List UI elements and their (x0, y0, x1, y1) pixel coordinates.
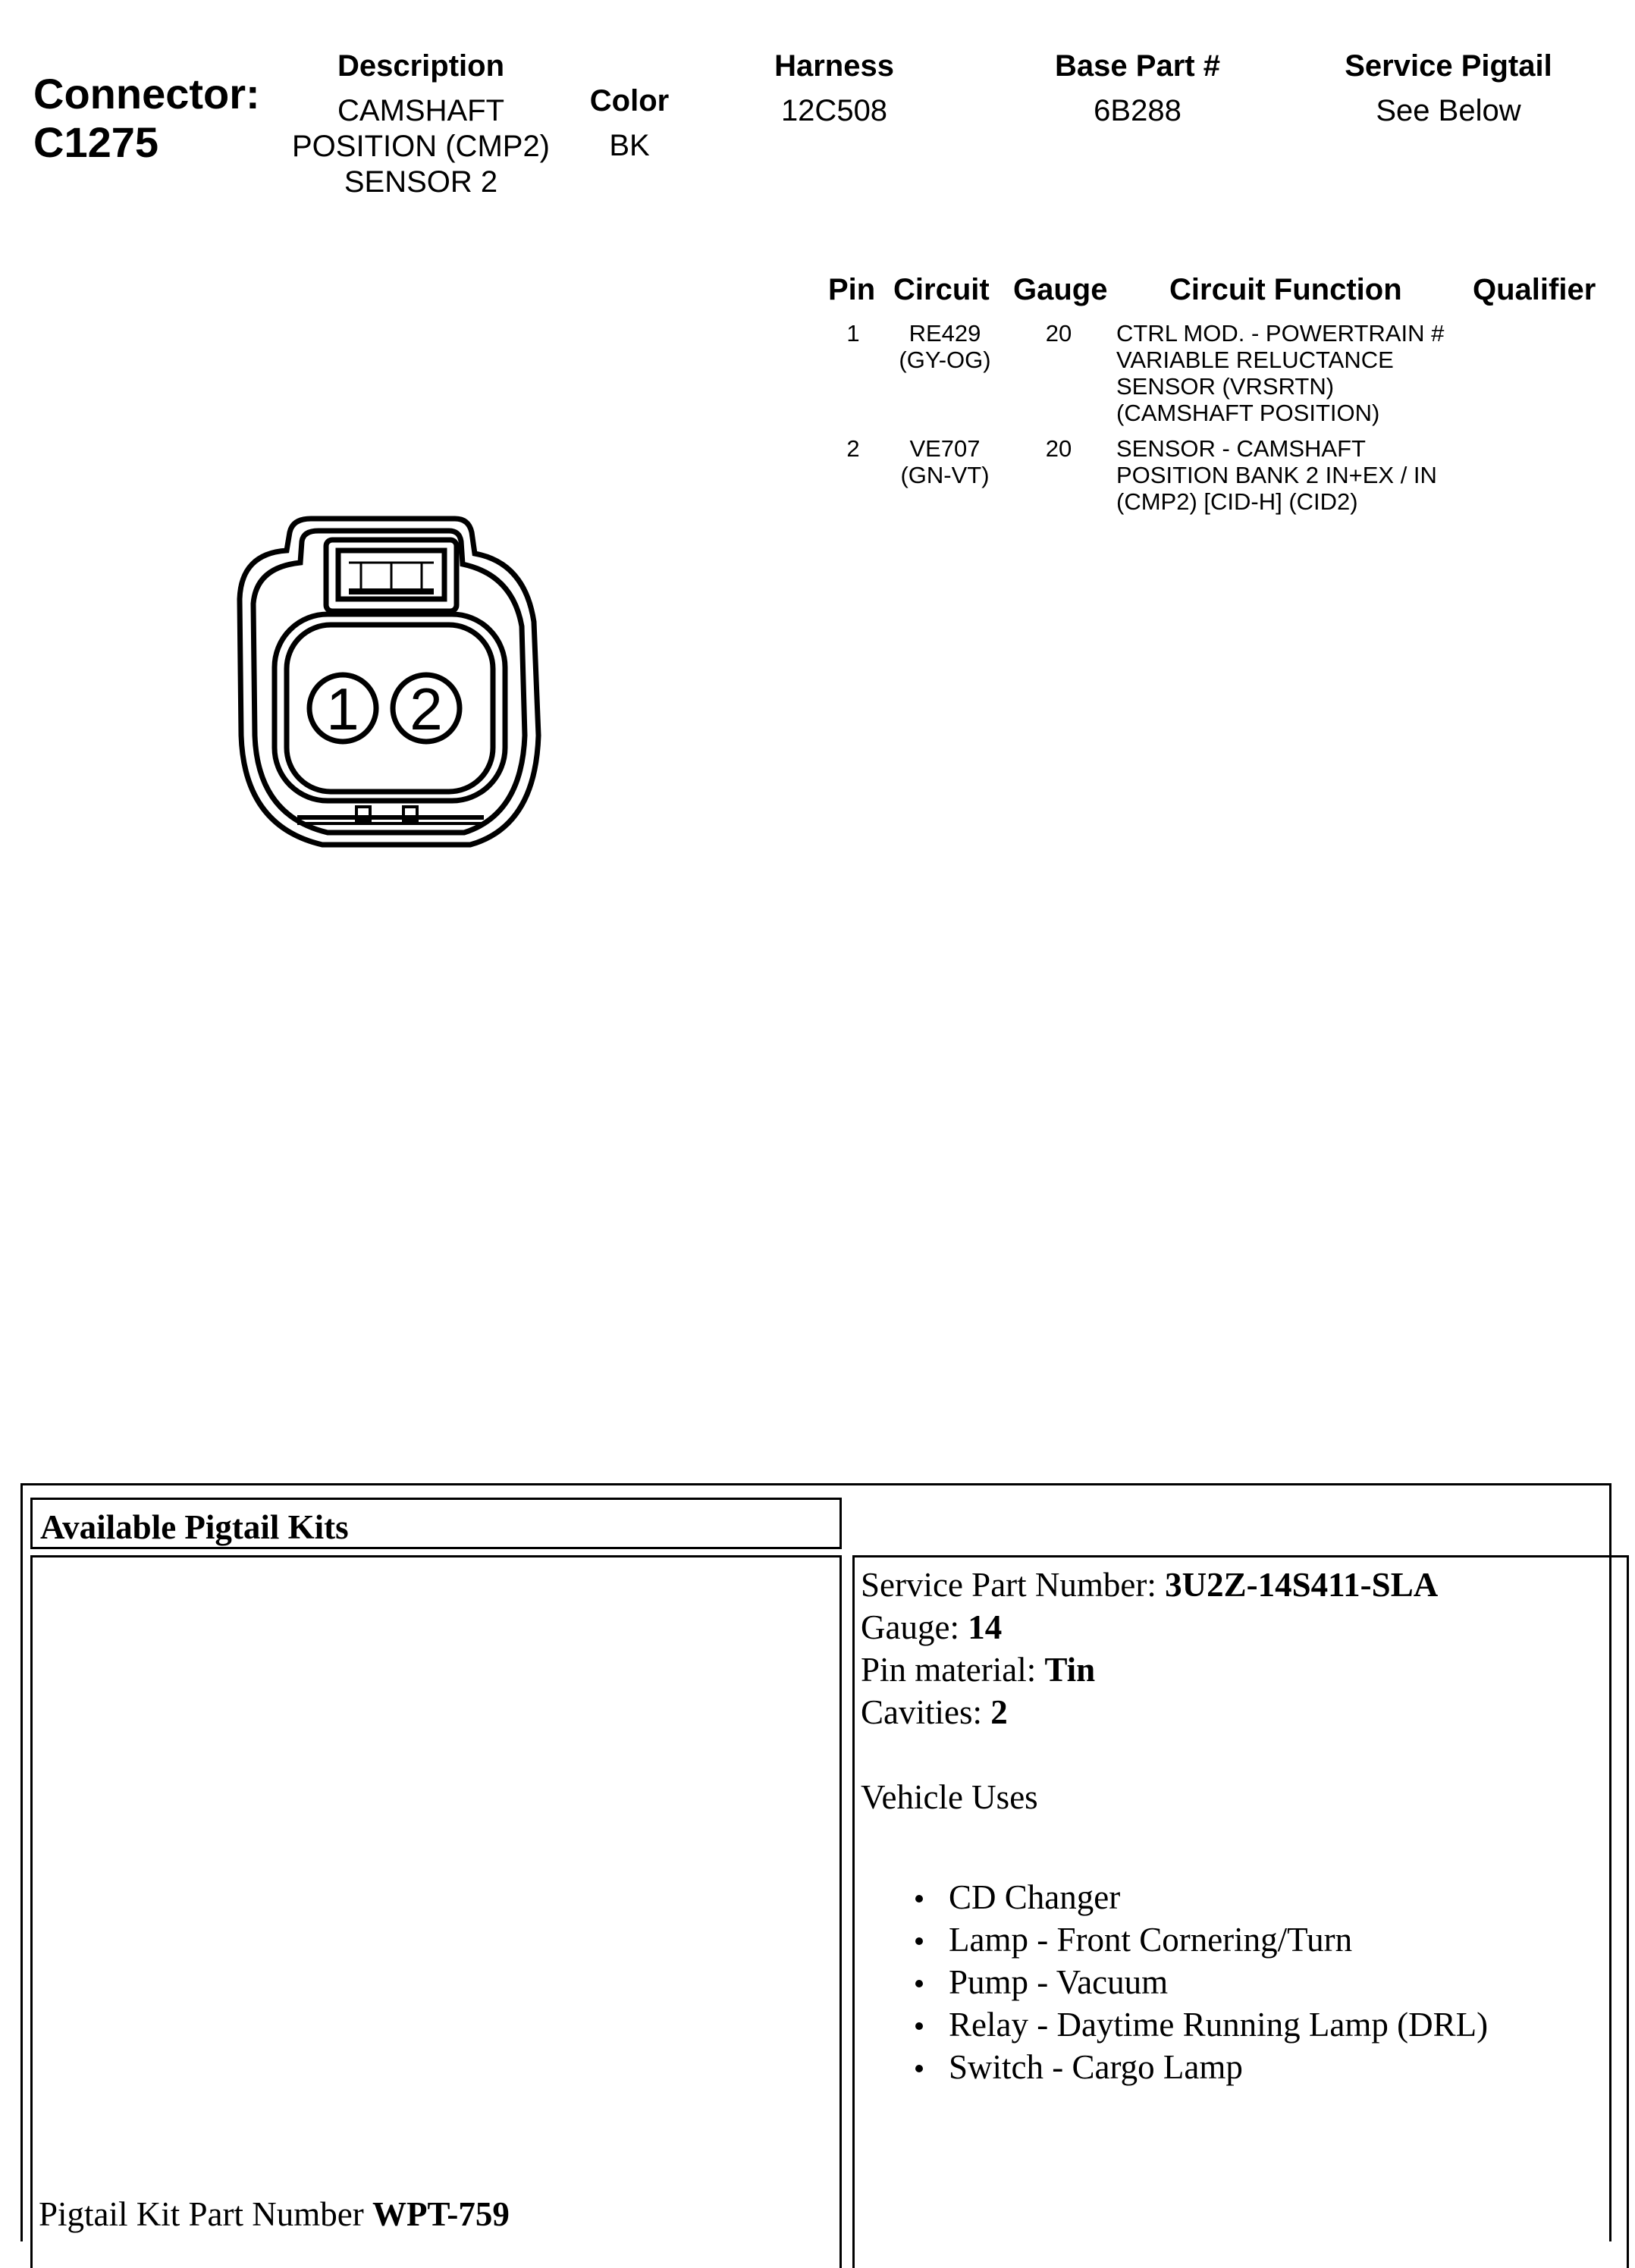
pin-material-value: Tin (1044, 1651, 1096, 1689)
service-part-number-value: 3U2Z-14S411-SLA (1165, 1566, 1439, 1604)
list-item (855, 1876, 1488, 1918)
base-part-heading: Base Part # (1055, 49, 1220, 83)
vehicle-use-label: CD Changer (949, 1878, 1121, 1916)
vehicle-use-label: Relay - Daytime Running Lamp (DRL) (949, 2006, 1489, 2044)
harness-column (728, 49, 940, 129)
description-line: SENSOR 2 (344, 165, 498, 199)
circuit-function-cell (1116, 320, 1495, 426)
function-line: SENSOR (VRSRTN) (1116, 373, 1335, 400)
circuit-function-cell (1116, 435, 1495, 515)
pigtail-kit-part-number (39, 2194, 510, 2234)
bullet-icon (915, 2065, 923, 2072)
harness-heading: Harness (774, 49, 894, 83)
function-line: (CAMSHAFT POSITION) (1116, 400, 1380, 426)
gauge-line (861, 1606, 1002, 1648)
pigtail-kit-details-panel (852, 1555, 1629, 2268)
function-line: CTRL MOD. - POWERTRAIN # (1116, 320, 1445, 347)
pin-number: 2 (846, 435, 860, 462)
gauge-label: Gauge: (861, 1608, 968, 1646)
pigtail-kits-section (20, 1483, 1611, 2241)
service-part-number-line (861, 1564, 1438, 1606)
list-item (855, 2003, 1488, 2046)
circuit-color: (GY-OG) (899, 347, 991, 373)
cavities-value: 2 (990, 1693, 1008, 1731)
list-item (855, 2046, 1488, 2088)
qualifier-header: Qualifier (1473, 273, 1596, 306)
connector-face-diagram (228, 508, 561, 857)
gauge-header: Gauge (1013, 273, 1108, 306)
pigtail-kits-title-box (30, 1498, 842, 1549)
circuit-color: (GN-VT) (900, 462, 990, 488)
color-heading: Color (589, 84, 670, 118)
pin-material-line (861, 1648, 1095, 1691)
bullet-icon (915, 1980, 923, 1987)
vehicle-uses-heading: Vehicle Uses (861, 1778, 1038, 1816)
kit-part-number-value: WPT-759 (372, 2195, 510, 2233)
circuit-cell (869, 320, 1021, 373)
circuit-header: Circuit (893, 273, 990, 306)
vehicle-uses-list (855, 1876, 1488, 2088)
function-line: VARIABLE RELUCTANCE (1116, 347, 1394, 373)
bullet-icon (915, 2022, 923, 2030)
base-part-column (1031, 49, 1244, 129)
function-line: POSITION BANK 2 IN+EX / IN (1116, 462, 1437, 488)
base-part-value: 6B288 (1094, 94, 1182, 127)
vehicle-use-label: Switch - Cargo Lamp (949, 2048, 1243, 2086)
description-line: POSITION (CMP2) (291, 130, 551, 163)
service-pigtail-value: See Below (1376, 94, 1521, 127)
cavities-label: Cavities: (861, 1693, 991, 1731)
circuit-function-header: Circuit Function (1169, 273, 1402, 306)
service-pigtail-column (1320, 49, 1577, 129)
cavities-line (861, 1691, 1008, 1733)
pin-label-1: 1 (326, 676, 359, 742)
vehicle-use-label: Pump - Vacuum (949, 1963, 1169, 2001)
connector-label-line1: Connector: (33, 70, 260, 118)
function-line: SENSOR - CAMSHAFT (1116, 435, 1366, 462)
circuit-cell (869, 435, 1021, 488)
description-heading: Description (337, 49, 505, 83)
service-part-number-label: Service Part Number: (861, 1566, 1166, 1604)
pin-header: Pin (828, 273, 876, 306)
bullet-icon (915, 1937, 923, 1945)
circuit-id: RE429 (909, 320, 981, 347)
pin-material-label: Pin material: (861, 1651, 1045, 1689)
kit-part-number-label: Pigtail Kit Part Number (39, 2195, 372, 2233)
gauge-value: 14 (968, 1608, 1003, 1646)
function-line: (CMP2) [CID-H] (CID2) (1116, 488, 1358, 515)
gauge-cell: 20 (1045, 320, 1072, 347)
description-column (250, 49, 592, 200)
vehicle-use-label: Lamp - Front Cornering/Turn (949, 1921, 1353, 1959)
circuit-id: VE707 (909, 435, 981, 462)
pigtail-kit-image-panel (30, 1555, 842, 2268)
connector-label (33, 70, 260, 167)
list-item (855, 1918, 1488, 1961)
color-value: BK (609, 129, 650, 162)
pin-label-2: 2 (410, 676, 443, 742)
pigtail-kits-title: Available Pigtail Kits (40, 1508, 349, 1546)
harness-value: 12C508 (780, 94, 888, 127)
gauge-cell: 20 (1045, 435, 1072, 462)
description-line: CAMSHAFT (337, 94, 504, 127)
pin-number: 1 (846, 320, 860, 347)
connector-id: C1275 (33, 118, 159, 166)
list-item (855, 1961, 1488, 2003)
color-column (561, 83, 698, 164)
bullet-icon (915, 1895, 923, 1903)
service-pigtail-heading: Service Pigtail (1345, 49, 1552, 83)
